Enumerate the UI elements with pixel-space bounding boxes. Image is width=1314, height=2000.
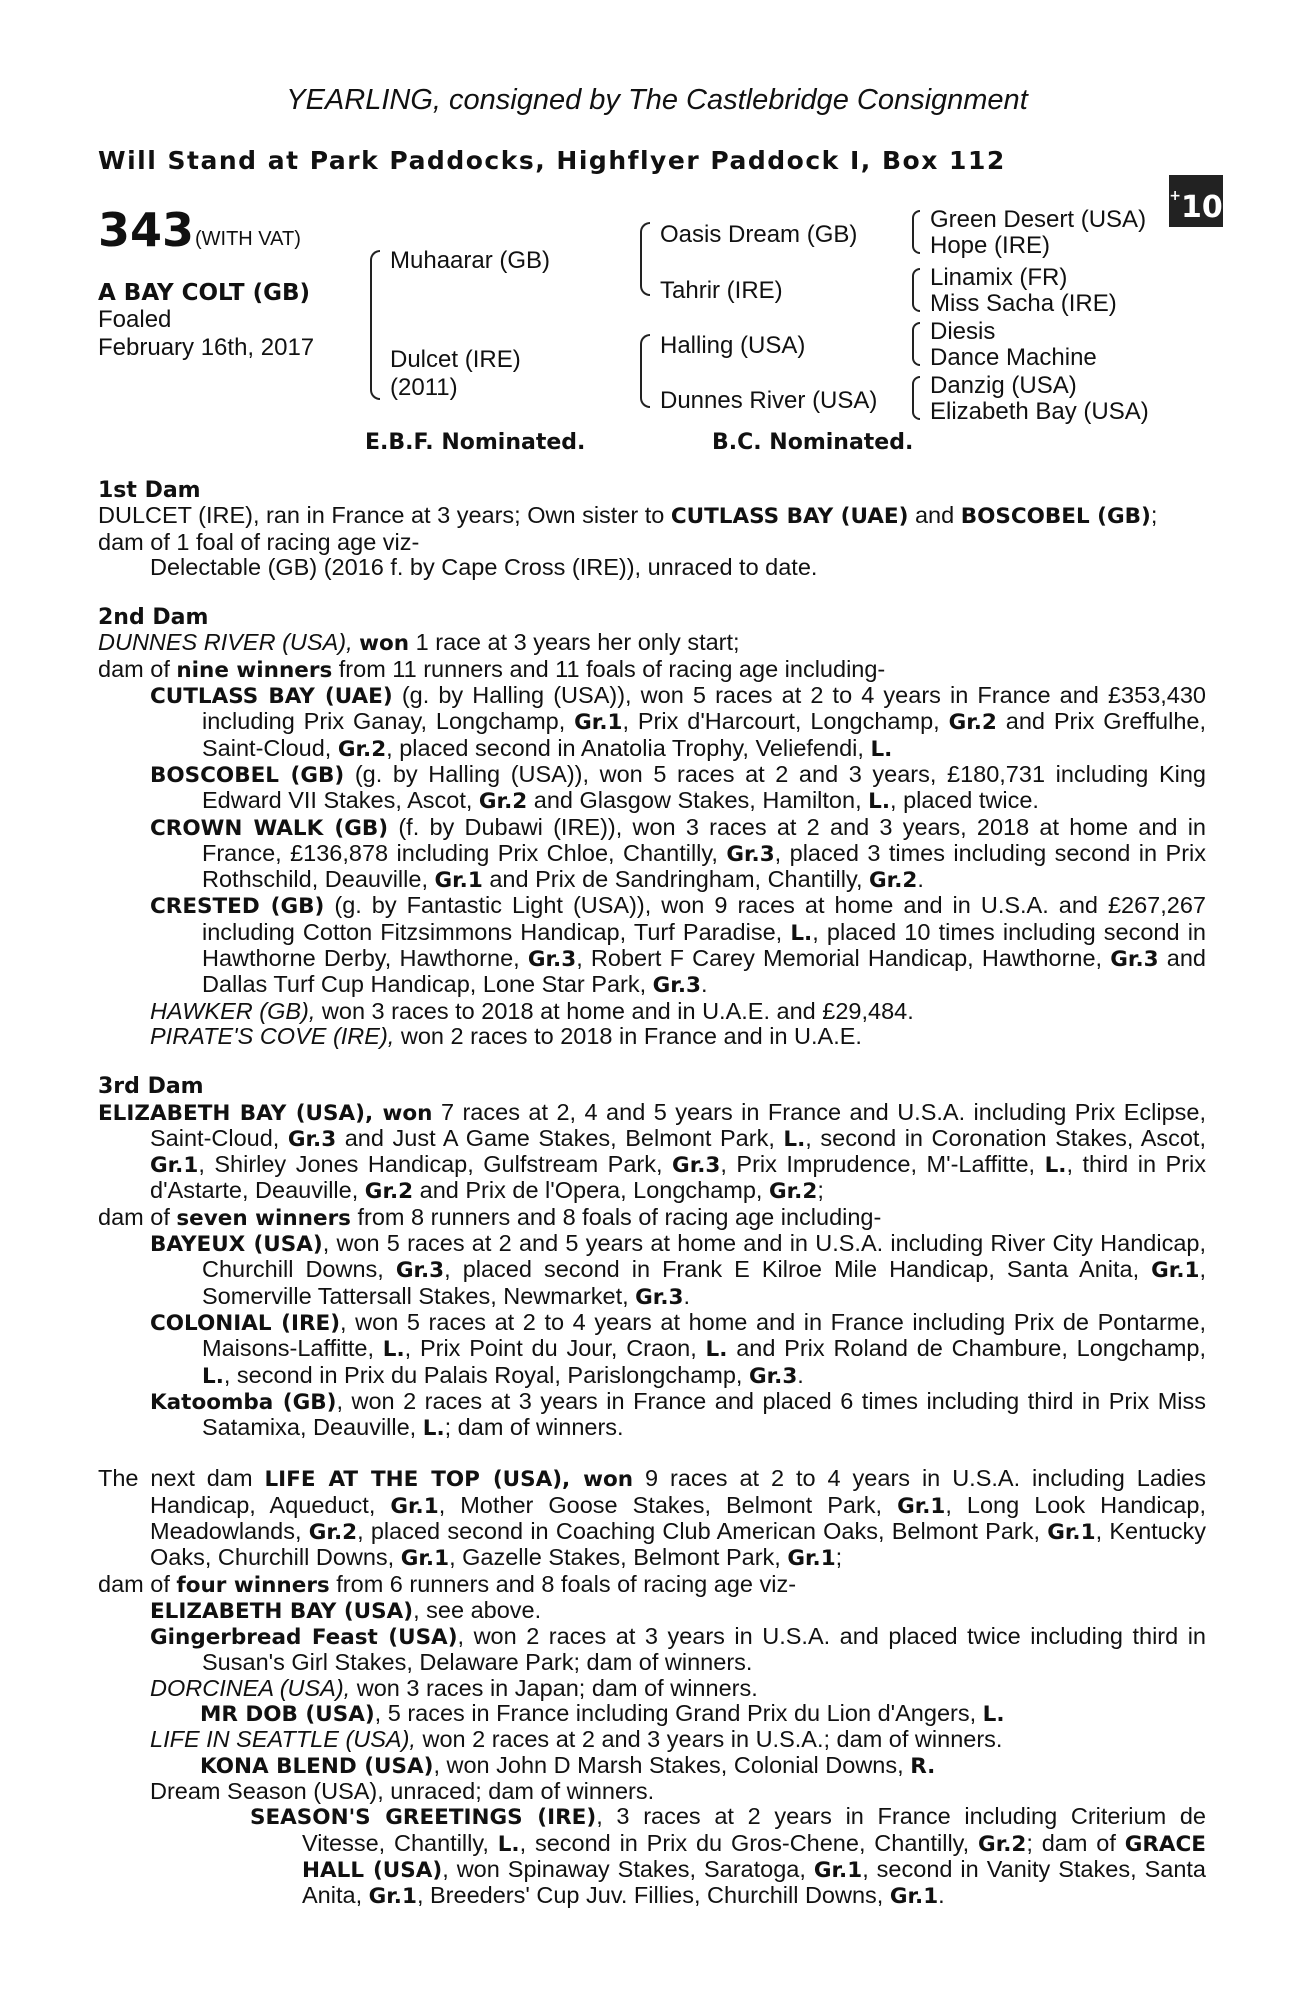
g-brace-2	[912, 268, 920, 312]
produce-boscobel: BOSCOBEL (GB) (g. by Halling (USA)), won 5 races at 2 and 3 years, £180,731 including King Edward VII Stakes, Ascot, Gr.2 and Glasgow Stakes, Hamilton, L., placed twice.	[150, 760, 1207, 815]
third-dam-title: 3rd Dam	[98, 1074, 204, 1100]
next-dam-produce-intro: dam of four winners from 6 runners and 8 foals of racing age viz-	[98, 1570, 797, 1598]
produce-pirates-cove: PIRATE'S COVE (IRE), won 2 races to 2018 in France and in U.A.E.	[150, 1022, 862, 1049]
next-dam-text: The next dam LIFE AT THE TOP (USA), won 9 races at 2 to 4 years in U.S.A. including Ladies Handicap, Aqueduct, Gr.1, Mother Goose Stakes, Belmont Park, Gr.1, Long Look Handicap, Meadowlands, Gr.2, placed second in Coaching Club American Oaks, Belmont Park, Gr.1, Kentucky Oaks, Churchill Downs, Gr.1, Gazelle Stakes, Belmont Park, Gr.1;	[98, 1465, 1206, 1572]
second-dam-produce-intro: dam of nine winners from 11 runners and 11 foals of racing age including-	[98, 655, 886, 683]
third-dam-text: ELIZABETH BAY (USA), won 7 races at 2, 4 and 5 years in France and U.S.A. including Prix Eclipse, Saint-Cloud, Gr.3 and Just A Game Stakes, Belmont Park, L., second in Coronation Stakes, Ascot, Gr.1, Shirley Jones Handicap, Gulfstream Park, Gr.3, Prix Imprudence, M'-Laffitte, L., third in Prix d'Astarte, Deauville, Gr.2 and Prix de l'Opera, Longchamp, Gr.2;	[98, 1098, 1206, 1205]
first-dam-title: 1st Dam	[98, 478, 201, 503]
bc-nominated: B.C. Nominated.	[712, 430, 914, 455]
ancestor-6: Dance Machine	[930, 344, 1097, 371]
first-dam-produce-intro: dam of 1 foal of racing age viz-	[98, 528, 420, 555]
ancestor-5: Diesis	[930, 318, 996, 345]
dam-line-brace	[640, 334, 650, 408]
produce-colonial: COLONIAL (IRE), won 5 races at 2 to 4 years at home and in France including Prix de Pontarme, Maisons-Laffitte, L., Prix Point du Jour, Craon, L. and Prix Roland de Chambure, Longchamp, L., second in Prix du Palais Royal, Parislongchamp, Gr.3.	[150, 1308, 1206, 1389]
ebf-nominated: E.B.F. Nominated.	[365, 430, 586, 455]
dam-dam: Dunnes River (USA)	[660, 387, 878, 414]
first-dam-foal: Delectable (GB) (2016 f. by Cape Cross (IRE)), unraced to date.	[150, 553, 818, 580]
ancestor-1: Green Desert (USA)	[930, 206, 1147, 233]
horse-name: A BAY COLT (GB)	[98, 280, 311, 306]
g-brace-4	[912, 376, 920, 420]
produce-kona-blend: KONA BLEND (USA), won John D Marsh Stakes, Colonial Downs, R.	[200, 1751, 936, 1779]
produce-crown-walk: CROWN WALK (GB) (f. by Dubawi (IRE)), won 3 races at 2 and 3 years, 2018 at home and in France, £136,878 including Prix Chloe, Chantilly, Gr.3, placed 3 times including second in Prix Rothschild, Deauville, Gr.1 and Prix de Sandringham, Chantilly, Gr.2.	[150, 813, 1206, 894]
sire-dam: Tahrir (IRE)	[660, 277, 783, 304]
sire-name: Muhaarar (GB)	[390, 247, 551, 274]
produce-bayeux: BAYEUX (USA), won 5 races at 2 and 5 years at home and in U.S.A. including River City Handicap, Churchill Downs, Gr.3, placed second in Frank E Kilroe Mile Handicap, Santa Anita, Gr.1, Somerville Tattersall Stakes, Newmarket, Gr.3.	[150, 1230, 1206, 1310]
stand-location: Will Stand at Park Paddocks, Highflyer Paddock I, Box 112	[98, 146, 1006, 175]
g-brace-3	[912, 322, 920, 366]
produce-hawker: HAWKER (GB), won 3 races to 2018 at home and in U.A.E. and £29,484.	[150, 997, 914, 1024]
foaled-info: Foaled February 16th, 2017	[98, 306, 315, 361]
ancestor-7: Danzig (USA)	[930, 372, 1077, 399]
sire-sire: Oasis Dream (GB)	[660, 221, 858, 248]
produce-life-in-seattle: LIFE IN SEATTLE (USA), won 2 races at 2 and 3 years in U.S.A.; dam of winners.	[150, 1726, 1003, 1753]
produce-mr-dob: MR DOB (USA), 5 races in France including Grand Prix du Lion d'Angers, L.	[200, 1700, 1005, 1728]
lot-number: 343	[98, 203, 195, 257]
dam-sire: Halling (USA)	[660, 332, 806, 359]
sire-dam-brace	[370, 250, 380, 400]
produce-elizabeth-bay: ELIZABETH BAY (USA), see above.	[150, 1596, 542, 1624]
first-dam-text: DULCET (IRE), ran in France at 3 years; Own sister to CUTLASS BAY (UAE) and BOSCOBEL (GB);	[98, 502, 1158, 530]
ancestor-3: Linamix (FR)	[930, 264, 1068, 291]
second-dam-title: 2nd Dam	[98, 605, 209, 631]
vat-note: (WITH VAT)	[195, 228, 301, 250]
dam-year: (2011)	[390, 374, 458, 401]
produce-dorcinea: DORCINEA (USA), won 3 races in Japan; dam of winners.	[150, 1674, 758, 1701]
produce-katoomba: Katoomba (GB), won 2 races at 3 years in France and placed 6 times including third in Prix Miss Satamixa, Deauville, L.; dam of winners.	[150, 1387, 1207, 1442]
g-brace-1	[912, 210, 920, 254]
produce-cutlass-bay: CUTLASS BAY (UAE) (g. by Halling (USA)), won 5 races at 2 to 4 years in France and £353,430 including Prix Ganay, Longchamp, Gr.1, Prix d'Harcourt, Longchamp, Gr.2 and Prix Greffulhe, Saint-Cloud, Gr.2, placed second in Anatolia Trophy, Veliefendi, L.	[150, 682, 1206, 762]
produce-dream-season: Dream Season (USA), unraced; dam of winners.	[150, 1777, 655, 1804]
ten-plus-badge: +10	[1169, 175, 1223, 227]
ancestor-8: Elizabeth Bay (USA)	[930, 398, 1149, 425]
produce-gingerbread-feast: Gingerbread Feast (USA), won 2 races at 3 years in U.S.A. and placed twice including third in Susan's Girl Stakes, Delaware Park; dam of winners.	[150, 1623, 1206, 1676]
produce-seasons-greetings: SEASON'S GREETINGS (IRE), 3 races at 2 years in France including Criterium de Vitesse, Chantilly, L., second in Prix du Gros-Chene, Chantilly, Gr.2; dam of GRACE HALL (USA), won Spinaway Stakes, Saratoga, Gr.1, second in Vanity Stakes, Santa Anita, Gr.1, Breeders' Cup Juv. Fillies, Churchill Downs, Gr.1.	[250, 1803, 1206, 1910]
dam-name: Dulcet (IRE)	[390, 346, 521, 373]
page-title: YEARLING, consigned by The Castlebridge Consignment	[286, 84, 1028, 116]
produce-crested: CRESTED (GB) (g. by Fantastic Light (USA)), won 9 races at home and in U.S.A. and £267,267 including Cotton Fitzsimmons Handicap, Turf Paradise, L., placed 10 times including second in Hawthorne Derby, Hawthorne, Gr.3, Robert F Carey Memorial Handicap, Hawthorne, Gr.3 and Dallas Turf Cup Handicap, Lone Star Park, Gr.3.	[150, 892, 1206, 999]
sire-line-brace	[640, 222, 650, 296]
third-dam-produce-intro: dam of seven winners from 8 runners and 8 foals of racing age including-	[98, 1203, 882, 1231]
ancestor-4: Miss Sacha (IRE)	[930, 290, 1117, 317]
ancestor-2: Hope (IRE)	[930, 232, 1051, 259]
second-dam-text: DUNNES RIVER (USA), won 1 race at 3 years her only start;	[98, 629, 740, 657]
catalogue-body	[98, 478, 1206, 1909]
